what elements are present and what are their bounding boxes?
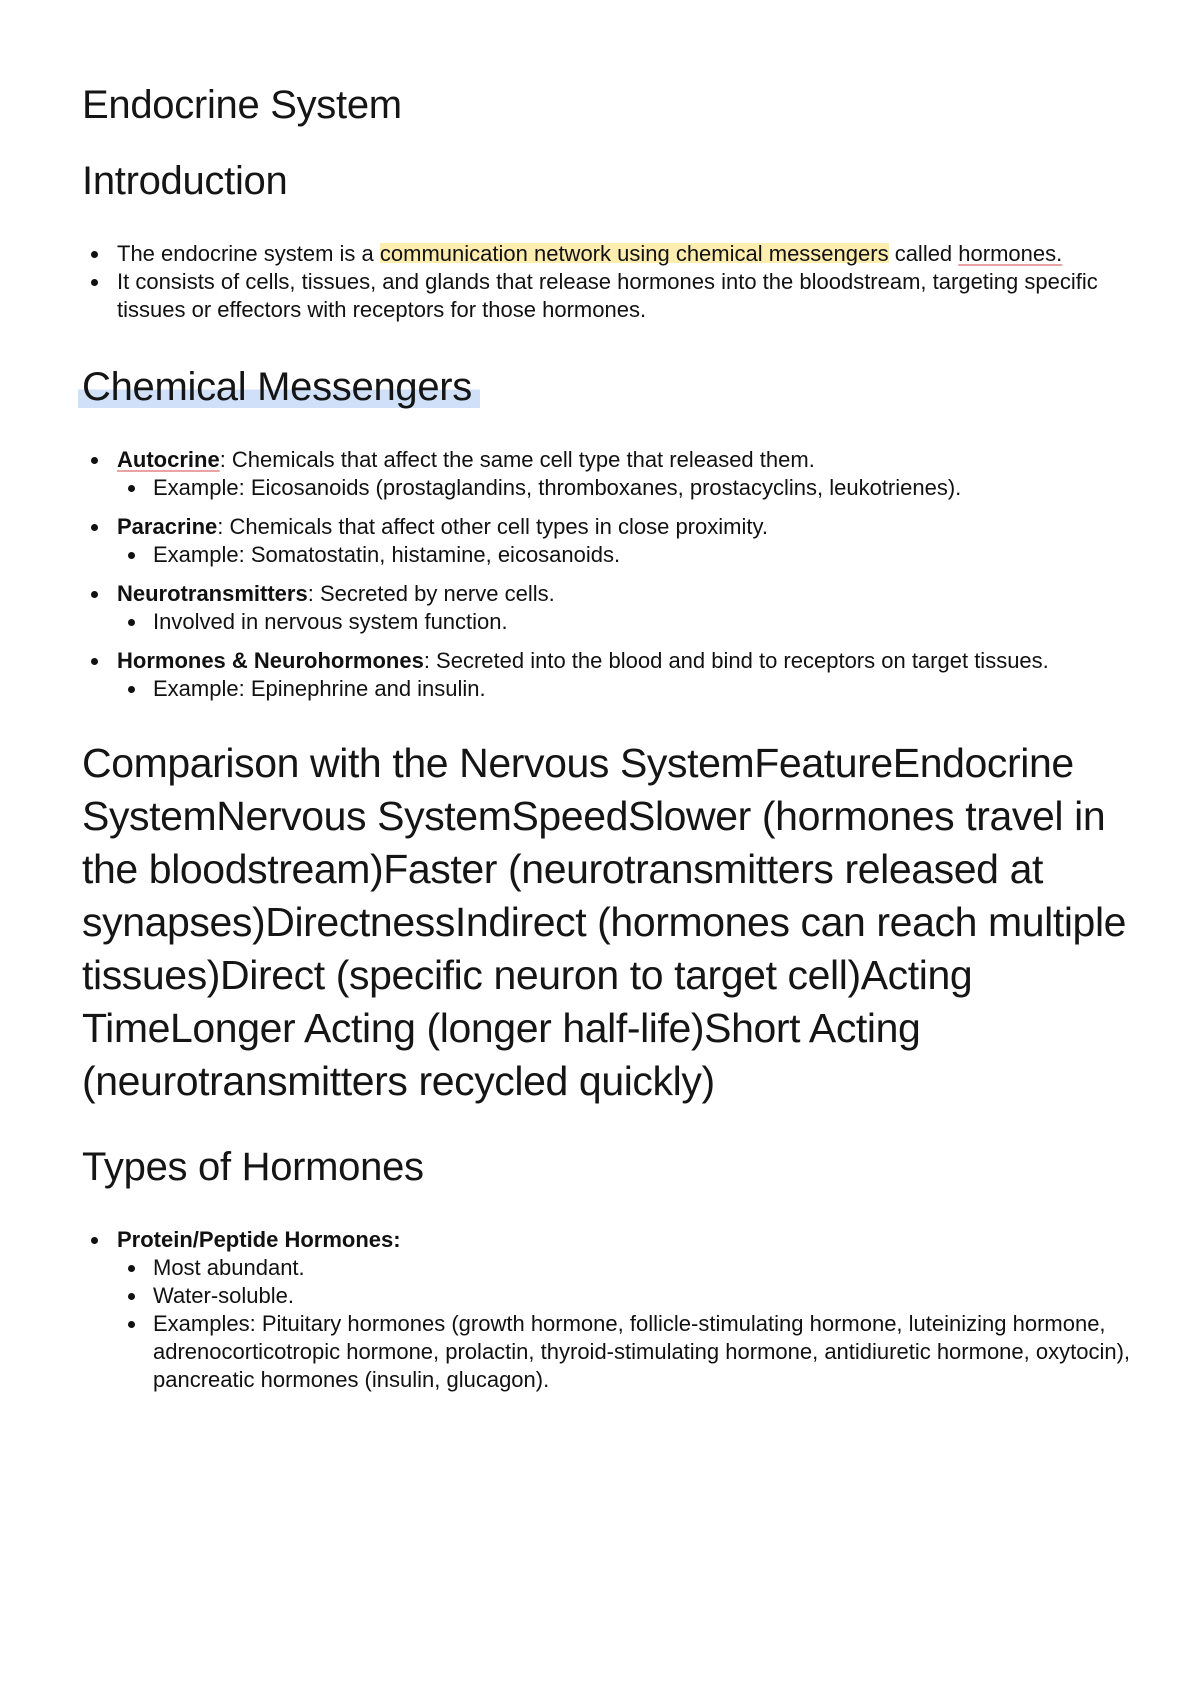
sub-list [117,1254,1132,1394]
term-description: : Chemicals that affect other cell types in close proximity. [217,514,768,539]
term-description: : Secreted into the blood and bind to receptors on target tissues. [423,648,1049,673]
highlighted-phrase: communication network using chemical messengers [379,241,889,266]
sub-list-item: Involved in nervous system function. [117,608,1132,636]
underlined-term: hormones. [958,241,1063,266]
heading-highlight: Chemical Messengers [78,362,480,412]
term-neurotransmitters: Neurotransmitters [117,581,308,606]
heading-introduction: Introduction [82,159,288,203]
sub-list-item: Example: Epinephrine and insulin. [117,675,1132,703]
intro-text-start: The endocrine system is a [117,241,380,266]
heading-chemical-messengers [82,362,1132,412]
list-item [82,580,1132,636]
sub-list [117,608,1132,636]
heading-types-of-hormones: Types of Hormones [82,1145,424,1189]
sub-list [117,675,1132,703]
term-autocrine: Autocrine [117,447,220,472]
term-hormones-neurohormones: Hormones & Neurohormones [117,648,424,673]
sub-list [117,541,1132,569]
sub-list-item: Example: Somatostatin, histamine, eicosanoids. [117,541,1132,569]
list-item [82,1226,1132,1394]
list-item [82,513,1132,569]
chemical-messengers-list [82,446,1132,703]
list-item [82,647,1132,703]
sub-list-item: Examples: Pituitary hormones (growth hormone, follicle-stimulating hormone, luteinizing hormone, adrenocorticotropic hormone, prolactin, thyroid-stimulating hormone, antidiuretic hormone, oxytocin), pancreatic hormones (insulin, glucagon). [117,1310,1132,1394]
intro-text-middle: called [888,241,959,266]
document-title: Endocrine System [82,83,402,127]
term-paracrine: Paracrine [117,514,218,539]
sub-list-item: Example: Eicosanoids (prostaglandins, thromboxanes, prostacyclins, leukotrienes). [117,474,1132,502]
term-description: : Secreted by nerve cells. [307,581,555,606]
heading-comparison: Comparison with the Nervous SystemFeatureEndocrine SystemNervous SystemSpeedSlower (hormones travel in the bloodstream)Faster (neurotransmitters released at synapses)DirectnessIndirect (hormones can reach multiple tissues)Direct (specific neuron to target cell)Acting TimeLonger Acting (longer half-life)Short Acting (neurotransmitters recycled quickly) [82,740,1127,1104]
list-item [82,240,1132,268]
term-description: : Chemicals that affect the same cell type that released them. [219,447,815,472]
term-protein-peptide: Protein/Peptide Hormones: [117,1227,401,1252]
sub-list-item: Most abundant. [117,1254,1132,1282]
list-item [82,446,1132,502]
list-item: It consists of cells, tissues, and glands that release hormones into the bloodstream, targeting specific tissues or effectors with receptors for those hormones. [82,268,1132,324]
document-page [82,80,1132,1394]
types-of-hormones-list [82,1226,1132,1394]
introduction-list [82,240,1132,324]
sub-list [117,474,1132,502]
sub-list-item: Water-soluble. [117,1282,1132,1310]
